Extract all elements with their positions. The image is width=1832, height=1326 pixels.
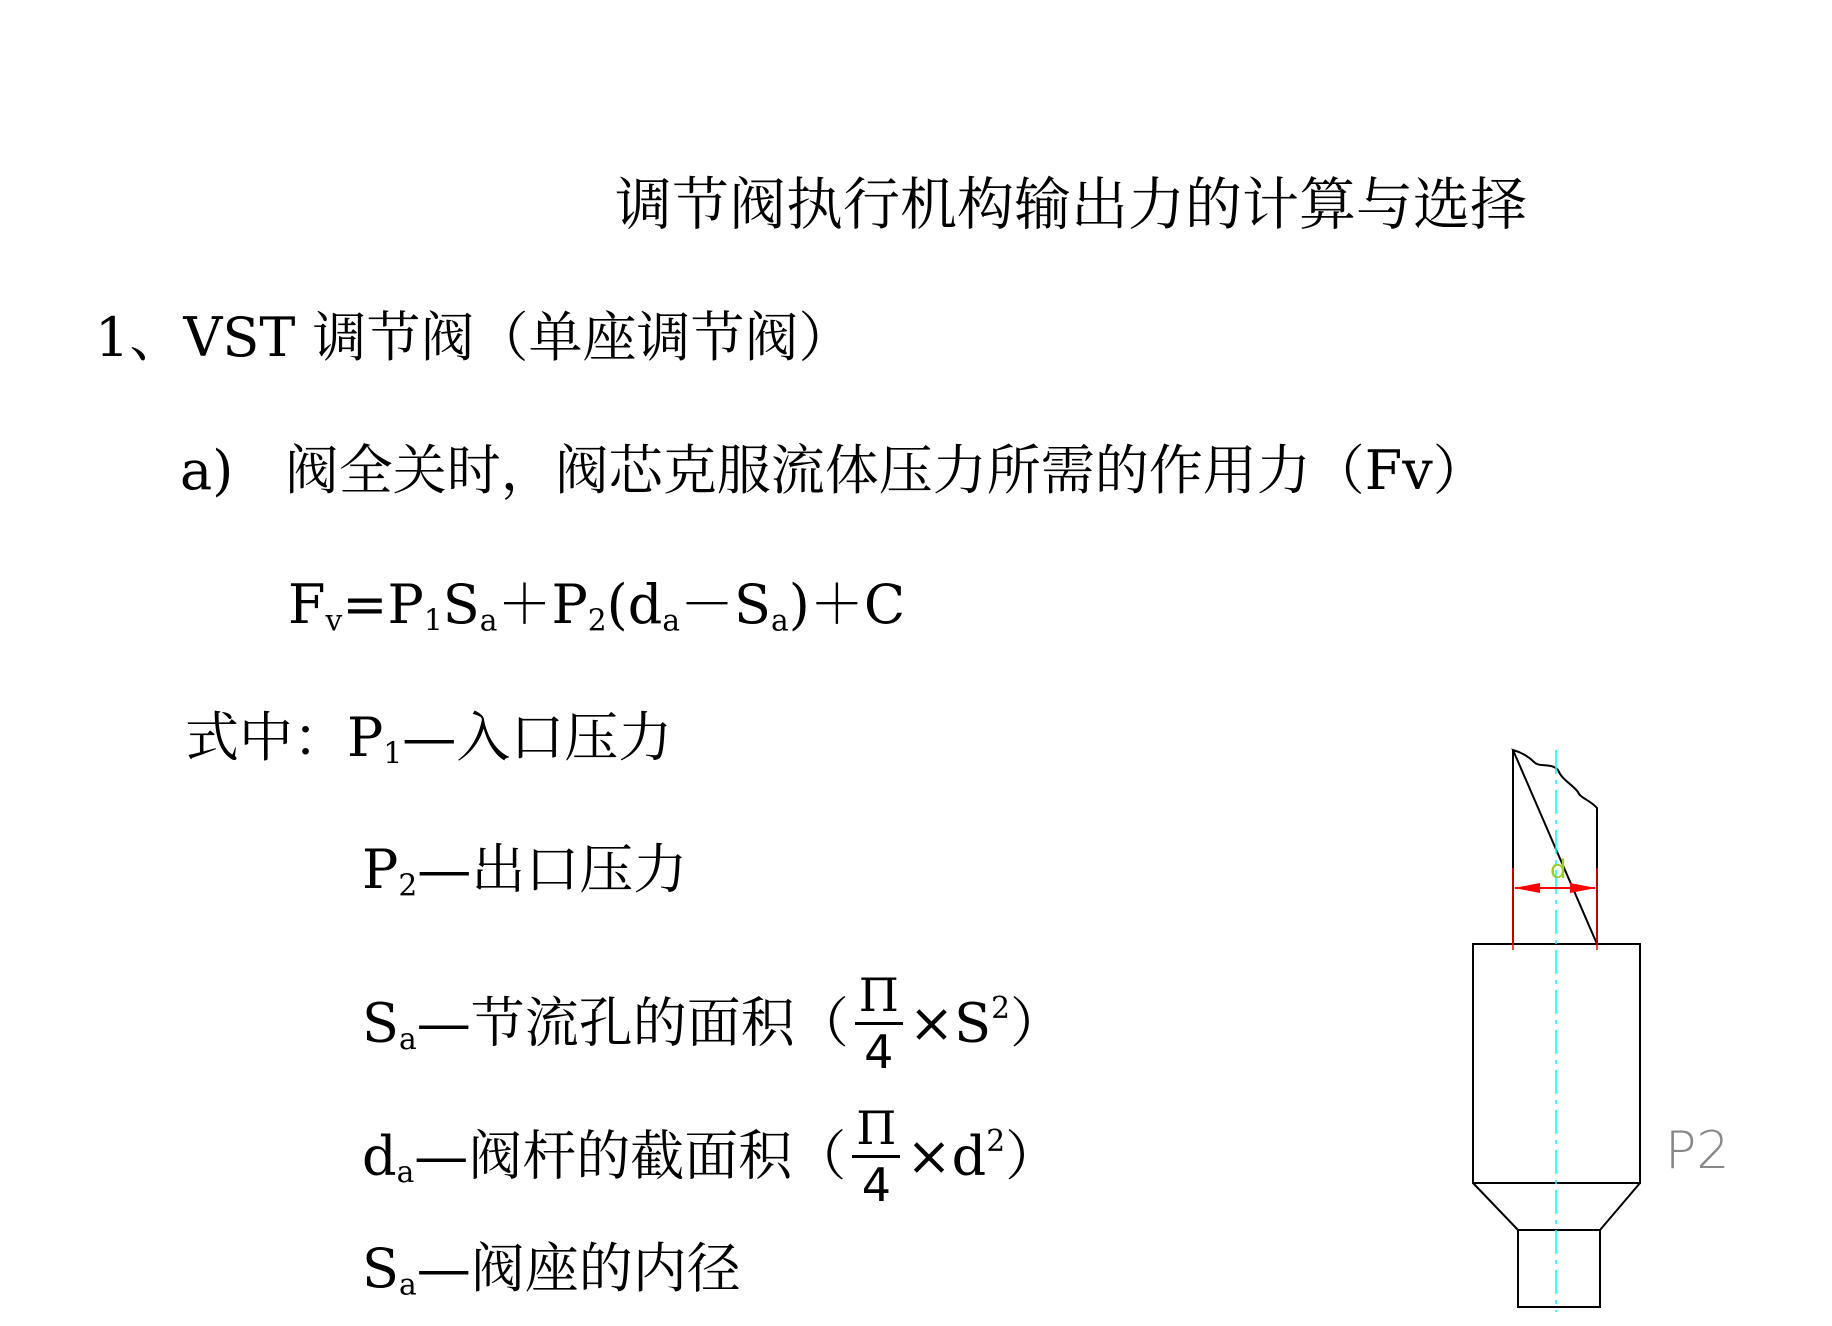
dimension-arrow-left xyxy=(1514,883,1540,893)
definition-sa-area: $S_a—$节流孔的面积（ $\frac{\Pi}{4}$ $\times S^2$） xyxy=(362,968,1064,1079)
subsection-heading xyxy=(180,439,1487,502)
valve-stem xyxy=(1513,750,1597,944)
where-prefix: 式中： xyxy=(185,706,347,769)
valve-plug-diagram xyxy=(1440,740,1750,1320)
definition-p2: $P_2—$出口压力 xyxy=(362,838,688,904)
dimension-label: d xyxy=(1550,855,1567,885)
subsection-label: a) xyxy=(180,439,234,502)
fraction-pi-over-4: $\frac{\Pi}{4}$ xyxy=(852,1105,900,1208)
definition-sa-diameter: $S_a—$阀座的内径 xyxy=(362,1237,741,1303)
fraction-pi-over-4: $\frac{\Pi}{4}$ xyxy=(855,972,903,1075)
definition-da-area: $d_a—$阀杆的截面积（ $\frac{\Pi}{4}$ $\times d^2$） xyxy=(362,1101,1060,1212)
section-heading: 1、VST 调节阀（单座调节阀） xyxy=(95,306,853,369)
definition-p1: 式中：$P_1—$入口压力 xyxy=(185,706,673,772)
force-formula: $F_v=P_1S_a+P_2(d_a-S_a)+C$ xyxy=(288,573,906,639)
subsection-text: 阀全关时，阀芯克服流体压力所需的作用力（Fv） xyxy=(284,439,1487,502)
dimension-arrow-right xyxy=(1570,883,1596,893)
p2-label: P2 xyxy=(1665,1121,1730,1181)
page-title: 调节阀执行机构输出力的计算与选择 xyxy=(615,172,1527,238)
